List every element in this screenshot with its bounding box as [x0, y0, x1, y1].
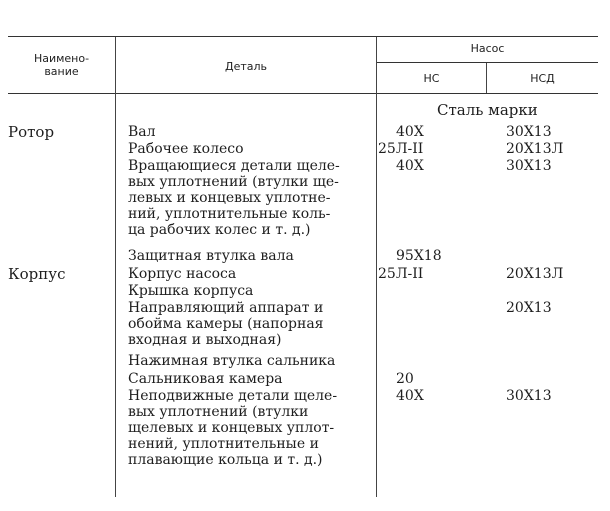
group-korpus: Корпус	[8, 265, 66, 283]
header-nsd: НСД	[530, 72, 555, 85]
ns-cell: 95Х18	[396, 248, 442, 264]
nsd-cell: 30Х13	[506, 124, 552, 140]
header-pump: Насос	[470, 42, 505, 55]
nsd-cell: 20Х13Л	[506, 266, 564, 282]
detail-cell: Защитная втулка вала	[128, 248, 294, 264]
group-rotor: Ротор	[8, 123, 55, 141]
nsd-cell: 30Х13	[506, 158, 552, 174]
header-bottom-rule	[8, 93, 598, 94]
header-name: Наимено- вание	[33, 52, 90, 78]
detail-cell: Корпус насоса	[128, 266, 237, 282]
detail-cell: Крышка корпуса	[128, 283, 254, 299]
detail-cell: Неподвижные детали щеле- вых уплотнений (втулки щелевых и концевых уплот- нений, уплотнительные и плавающие кольца и т. д.)	[128, 388, 338, 468]
nsd-cell: 20Х13Л	[506, 141, 564, 157]
ns-cell: 40Х	[396, 124, 424, 140]
header-ns: НС	[423, 72, 440, 85]
ns-cell: 20	[396, 371, 414, 387]
col-divider-2	[376, 37, 377, 497]
detail-cell: Нажимная втулка сальника	[128, 353, 336, 369]
ns-cell: 40Х	[396, 158, 424, 174]
nsd-cell: 30Х13	[506, 388, 552, 404]
nsd-cell: 20Х13	[506, 300, 552, 316]
pump-header-rule	[376, 62, 598, 63]
detail-cell: Рабочее колесо	[128, 141, 244, 157]
header-detail: Деталь	[224, 60, 268, 73]
detail-cell: Сальниковая камера	[128, 371, 283, 387]
ns-cell: 25Л-II	[378, 141, 424, 157]
ns-cell: 25Л-II	[378, 266, 424, 282]
detail-cell: Направляющий аппарат и обойма камеры (напорная входная и выходная)	[128, 300, 324, 348]
steel-grade-subheader: Сталь марки	[437, 101, 538, 119]
detail-cell: Вал	[128, 124, 156, 140]
ns-cell: 40Х	[396, 388, 424, 404]
col-divider-1	[115, 37, 116, 497]
detail-cell: Вращающиеся детали щеле- вых уплотнений (втулки ще- левых и концевых уплотне- ний, уплотнительные коль- ца рабочих колес и т. д.)	[128, 158, 340, 238]
table-top-rule	[8, 36, 598, 37]
